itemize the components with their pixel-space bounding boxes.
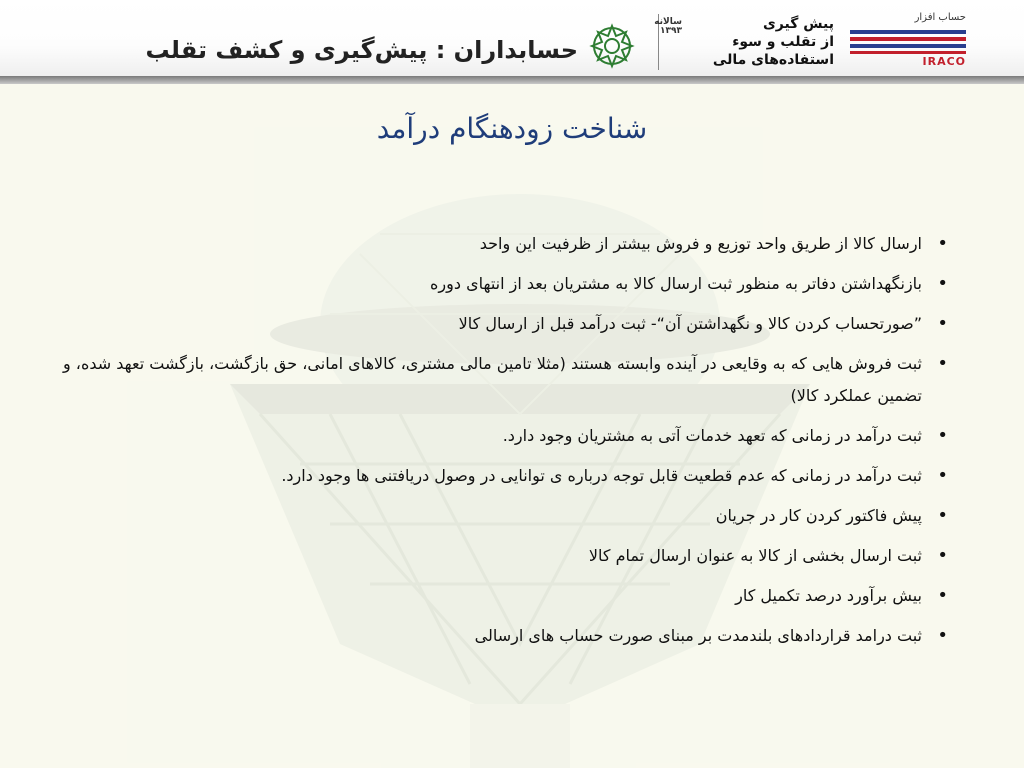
iraco-wordmark: IRACO	[922, 55, 966, 68]
bullet-item: • ثبت درامد قراردادهای بلندمدت بر مبنای صورت حساب های ارسالی	[40, 620, 960, 652]
bullet-item: • ”صورتحساب کردن کالا و نگهداشتن آن“- ثبت درآمد قبل از ارسال کالا	[40, 308, 960, 340]
bullet-item: • ثبت درآمد در زمانی که تعهد خدمات آتی به مشتریان وجود دارد.	[40, 420, 960, 452]
bullet-item: • بیش برآورد درصد تکمیل کار	[40, 580, 960, 612]
bullet-list	[40, 228, 960, 660]
campaign-line-2: از تقلب و سوء	[732, 34, 834, 50]
slide-header	[0, 0, 1024, 76]
bullet-item: • پیش فاکتور کردن کار در جریان	[40, 500, 960, 532]
header-underline-bar	[0, 76, 1024, 84]
campaign-year-text: سالانه ۱۳۹۳	[654, 17, 682, 36]
bullet-item: • ارسال کالا از طریق واحد توزیع و فروش بیشتر از ظرفیت این واحد	[40, 228, 960, 260]
campaign-line-3: استفاده‌های مالی	[712, 52, 834, 68]
header-title: حسابداران : پیش‌گیری و کشف تقلب	[145, 36, 578, 64]
campaign-line-1: پیش گیری	[762, 16, 834, 32]
iraco-stripes-icon	[850, 30, 966, 54]
bullet-item: • ثبت فروش هایی که به وقایعی در آینده وابسته هستند (مثلا تامین مالی مشتری، کالاهای امانی، حق بازگشت، بازگشت تعهد شده، و تضمین عملکرد کالا)	[40, 348, 960, 412]
bullet-item: • ثبت ارسال بخشی از کالا به عنوان ارسال تمام کالا	[40, 540, 960, 572]
iraco-logo	[846, 12, 970, 70]
slide-title: شناخت زودهنگام درآمد	[376, 112, 648, 145]
iraco-caption: حساب افزار	[914, 12, 966, 23]
bullet-item: • ثبت درآمد در زمانی که عدم قطعیت قابل توجه درباره ی توانایی در وصول دریافتنی ها وجود دارد.	[40, 460, 960, 492]
bullet-item: • بازنگهداشتن دفاتر به منظور ثبت ارسال کالا به مشتریان بعد از انتهای دوره	[40, 268, 960, 300]
tehran-municipality-emblem-icon	[588, 22, 636, 70]
campaign-logo	[654, 14, 842, 70]
